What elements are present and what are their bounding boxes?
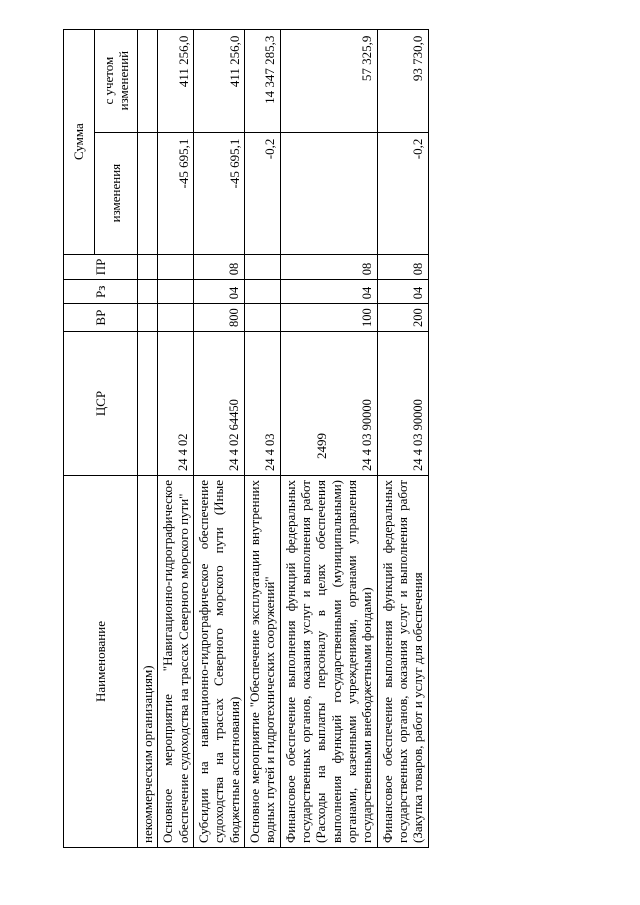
cell-total: 93 730,0	[377, 29, 428, 132]
cell-pr: 08	[193, 254, 244, 280]
cell-rz: 04	[193, 280, 244, 304]
cell-rz	[244, 280, 280, 304]
table-body	[138, 29, 429, 847]
header-name: Наименование	[64, 476, 138, 848]
cell-total: 411 256,0	[193, 29, 244, 132]
cell-name: Финансовое обеспечение выполнения функций федеральных государственных органов, оказания услуг и выполнения работ (Закупка товаров, работ и услуг для обеспечения	[377, 476, 428, 848]
cell-name: Основное мероприятие "Обеспечение эксплуатации внутренних водных путей и гидротехнических сооружений"	[244, 476, 280, 848]
cell-vr: 200	[377, 304, 428, 332]
header-change: изменения	[95, 132, 138, 254]
cell-pr: 08	[377, 254, 428, 280]
cell-rz: 04	[280, 280, 377, 304]
header-vr: ВР	[64, 304, 138, 332]
cell-csr: 24 4 03	[244, 332, 280, 476]
header-sum: Сумма	[64, 29, 95, 254]
cell-total: 411 256,0	[158, 29, 194, 132]
header-with-changes: с учетом изменений	[95, 29, 138, 132]
cell-csr	[138, 332, 158, 476]
table-row	[158, 29, 194, 847]
cell-name: Основное мероприятие "Навигационно-гидрографическое обеспечение судоходства на трассах Северного морского пути"	[158, 476, 194, 848]
cell-csr: 24 4 02	[158, 332, 194, 476]
cell-vr: 100	[280, 304, 377, 332]
cell-total	[138, 29, 158, 132]
cell-total: 14 347 285,3	[244, 29, 280, 132]
cell-vr: 800	[193, 304, 244, 332]
cell-vr	[138, 304, 158, 332]
cell-change: -0,2	[244, 132, 280, 254]
cell-pr: 08	[280, 254, 377, 280]
header-csr: ЦСР	[64, 332, 138, 476]
cell-change: -45 695,1	[193, 132, 244, 254]
cell-rz	[158, 280, 194, 304]
cell-name: Субсидии на навигационно-гидрографическое обеспечение судоходства на трассах Северного морского пути (Иные бюджетные ассигнования)	[193, 476, 244, 848]
table-row	[244, 29, 280, 847]
cell-change	[280, 132, 377, 254]
cell-total: 57 325,9	[280, 29, 377, 132]
cell-pr	[244, 254, 280, 280]
cell-change	[138, 132, 158, 254]
table-row	[193, 29, 244, 847]
header-pr: ПР	[64, 254, 138, 280]
header-row	[64, 29, 95, 847]
cell-csr: 24 4 03 90000	[280, 332, 377, 476]
table-row	[280, 29, 377, 847]
cell-change: -45 695,1	[158, 132, 194, 254]
cell-pr	[138, 254, 158, 280]
cell-csr: 24 4 03 90000	[377, 332, 428, 476]
page-number: 2499	[314, 433, 329, 459]
cell-name: некоммерческим организациям)	[138, 476, 158, 848]
cell-csr: 24 4 02 64450	[193, 332, 244, 476]
cell-vr	[158, 304, 194, 332]
header-rz: Рз	[64, 280, 138, 304]
cell-vr	[244, 304, 280, 332]
budget-table	[63, 29, 429, 848]
cell-rz: 04	[377, 280, 428, 304]
table-row	[377, 29, 428, 847]
cell-rz	[138, 280, 158, 304]
cell-change: -0,2	[377, 132, 428, 254]
cell-pr	[158, 254, 194, 280]
table-row	[138, 29, 158, 847]
cell-name: Финансовое обеспечение выполнения функций федеральных государственных органов, оказания услуг и выполнения работ (Расходы на выплаты персоналу в целях обеспечения выполнения функций государственными (муниципальными) органами, казенными учреждениями, органами управления государственными внебюджетными фондами)	[280, 476, 377, 848]
